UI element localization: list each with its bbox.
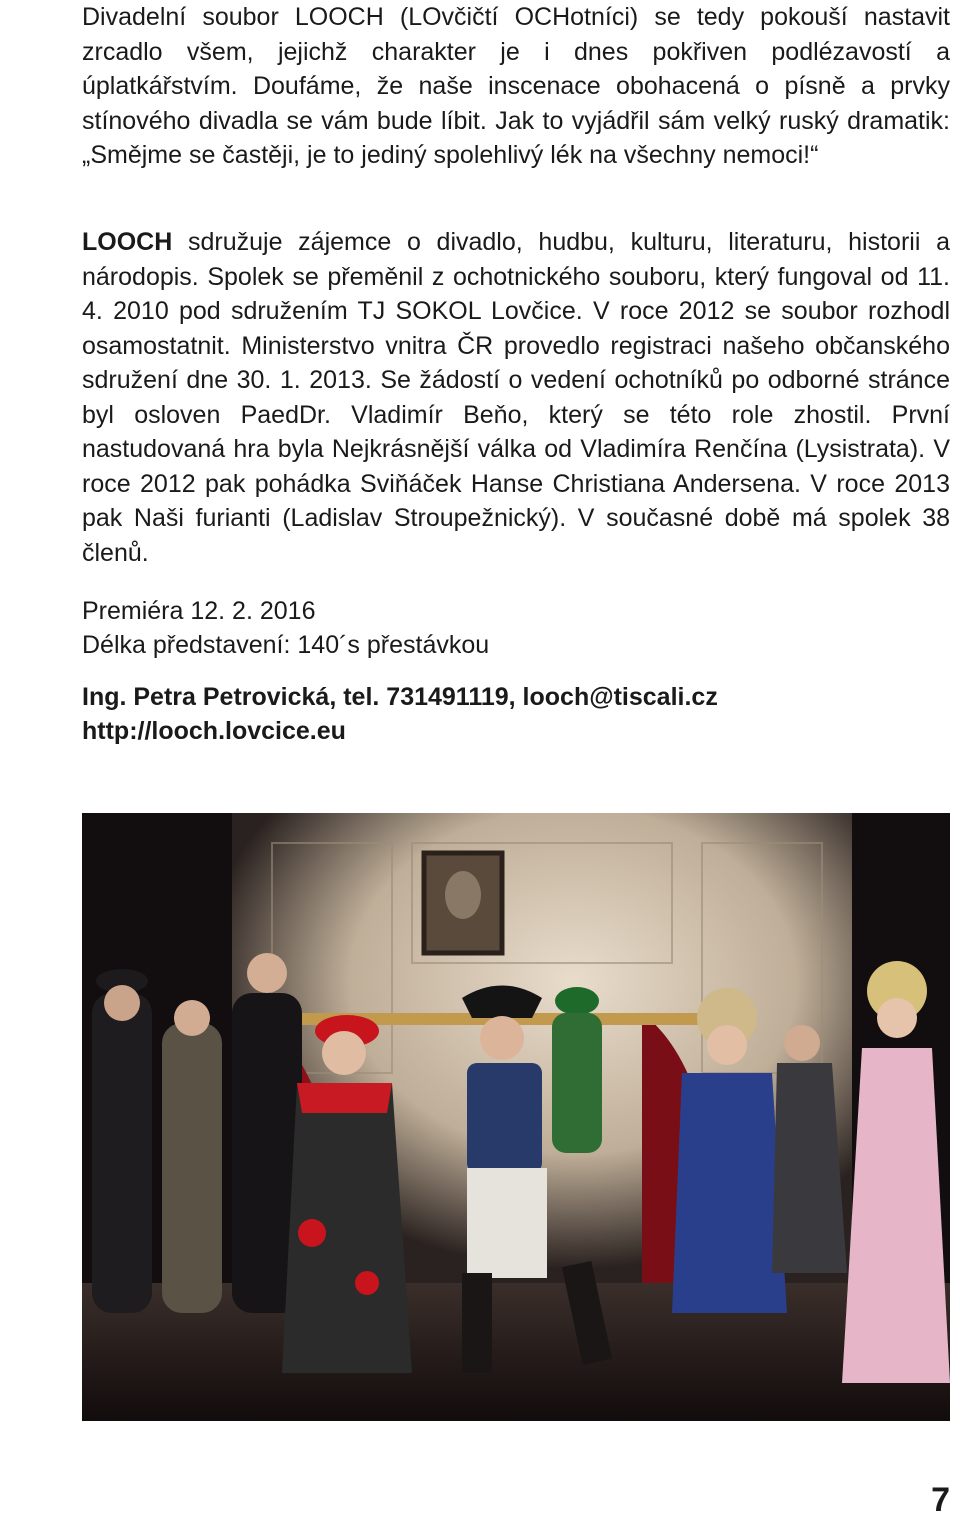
stage-photo-illustration <box>82 813 950 1421</box>
article-paragraph-about <box>82 225 950 570</box>
premiere-date: Premiéra 12. 2. 2016 <box>82 597 316 625</box>
website-link: http://looch.lovcice.eu <box>82 717 346 745</box>
stage-photo <box>82 813 950 1421</box>
page-number: 7 <box>931 1481 950 1519</box>
paragraph-text <box>82 225 950 570</box>
performance-duration: Délka představení: 140´s přestávkou <box>82 631 490 659</box>
paragraph-body: sdružuje zájemce o divadlo, hudbu, kulturu, literaturu, historii a národopis. Spolek se přeměnil z ochotnického souboru, který fungoval od 11. 4. 2010 pod sdružením TJ SOKOL Lovčice. V roce 2012 se soubor rozhodl osamostatnit. Ministerstvo vnitra ČR provedlo registraci našeho občanského sdružení dne 30. 1. 2013. Se žádostí o vedení ochotníků po odborné stránce byl osloven PaedDr. Vladimír Beňo, který se této role zhostil. První nastudovaná hra byla Nejkrásnější válka od Vladimíra Renčína (Lysistrata). V roce 2012 pak pohádka Sviňáček Hanse Christiana Andersena. V roce 2013 pak Naši furianti (Ladislav Stroupežnický). V současné době má spolek 38 členů. <box>82 228 950 567</box>
organization-name: LOOCH <box>82 228 173 256</box>
paragraph-text: Divadelní soubor LOOCH (LOvčičtí OCHotníci) se tedy pokouší nastavit zrcadlo všem, jejichž charakter je i dnes pokřiven podlézavostí a úplatkářstvím. Doufáme, že naše inscenace obohacená o písně a prvky stínového divadla se vám bude líbit. Jak to vyjádřil sám velký ruský dramatik: „Smějme se častěji, je to jediný spolehlivý lék na všechny nemoci!“ <box>82 3 950 169</box>
article-paragraph-intro <box>82 0 950 173</box>
contact-info: Ing. Petra Petrovická, tel. 731491119, looch@tiscali.cz <box>82 683 718 711</box>
